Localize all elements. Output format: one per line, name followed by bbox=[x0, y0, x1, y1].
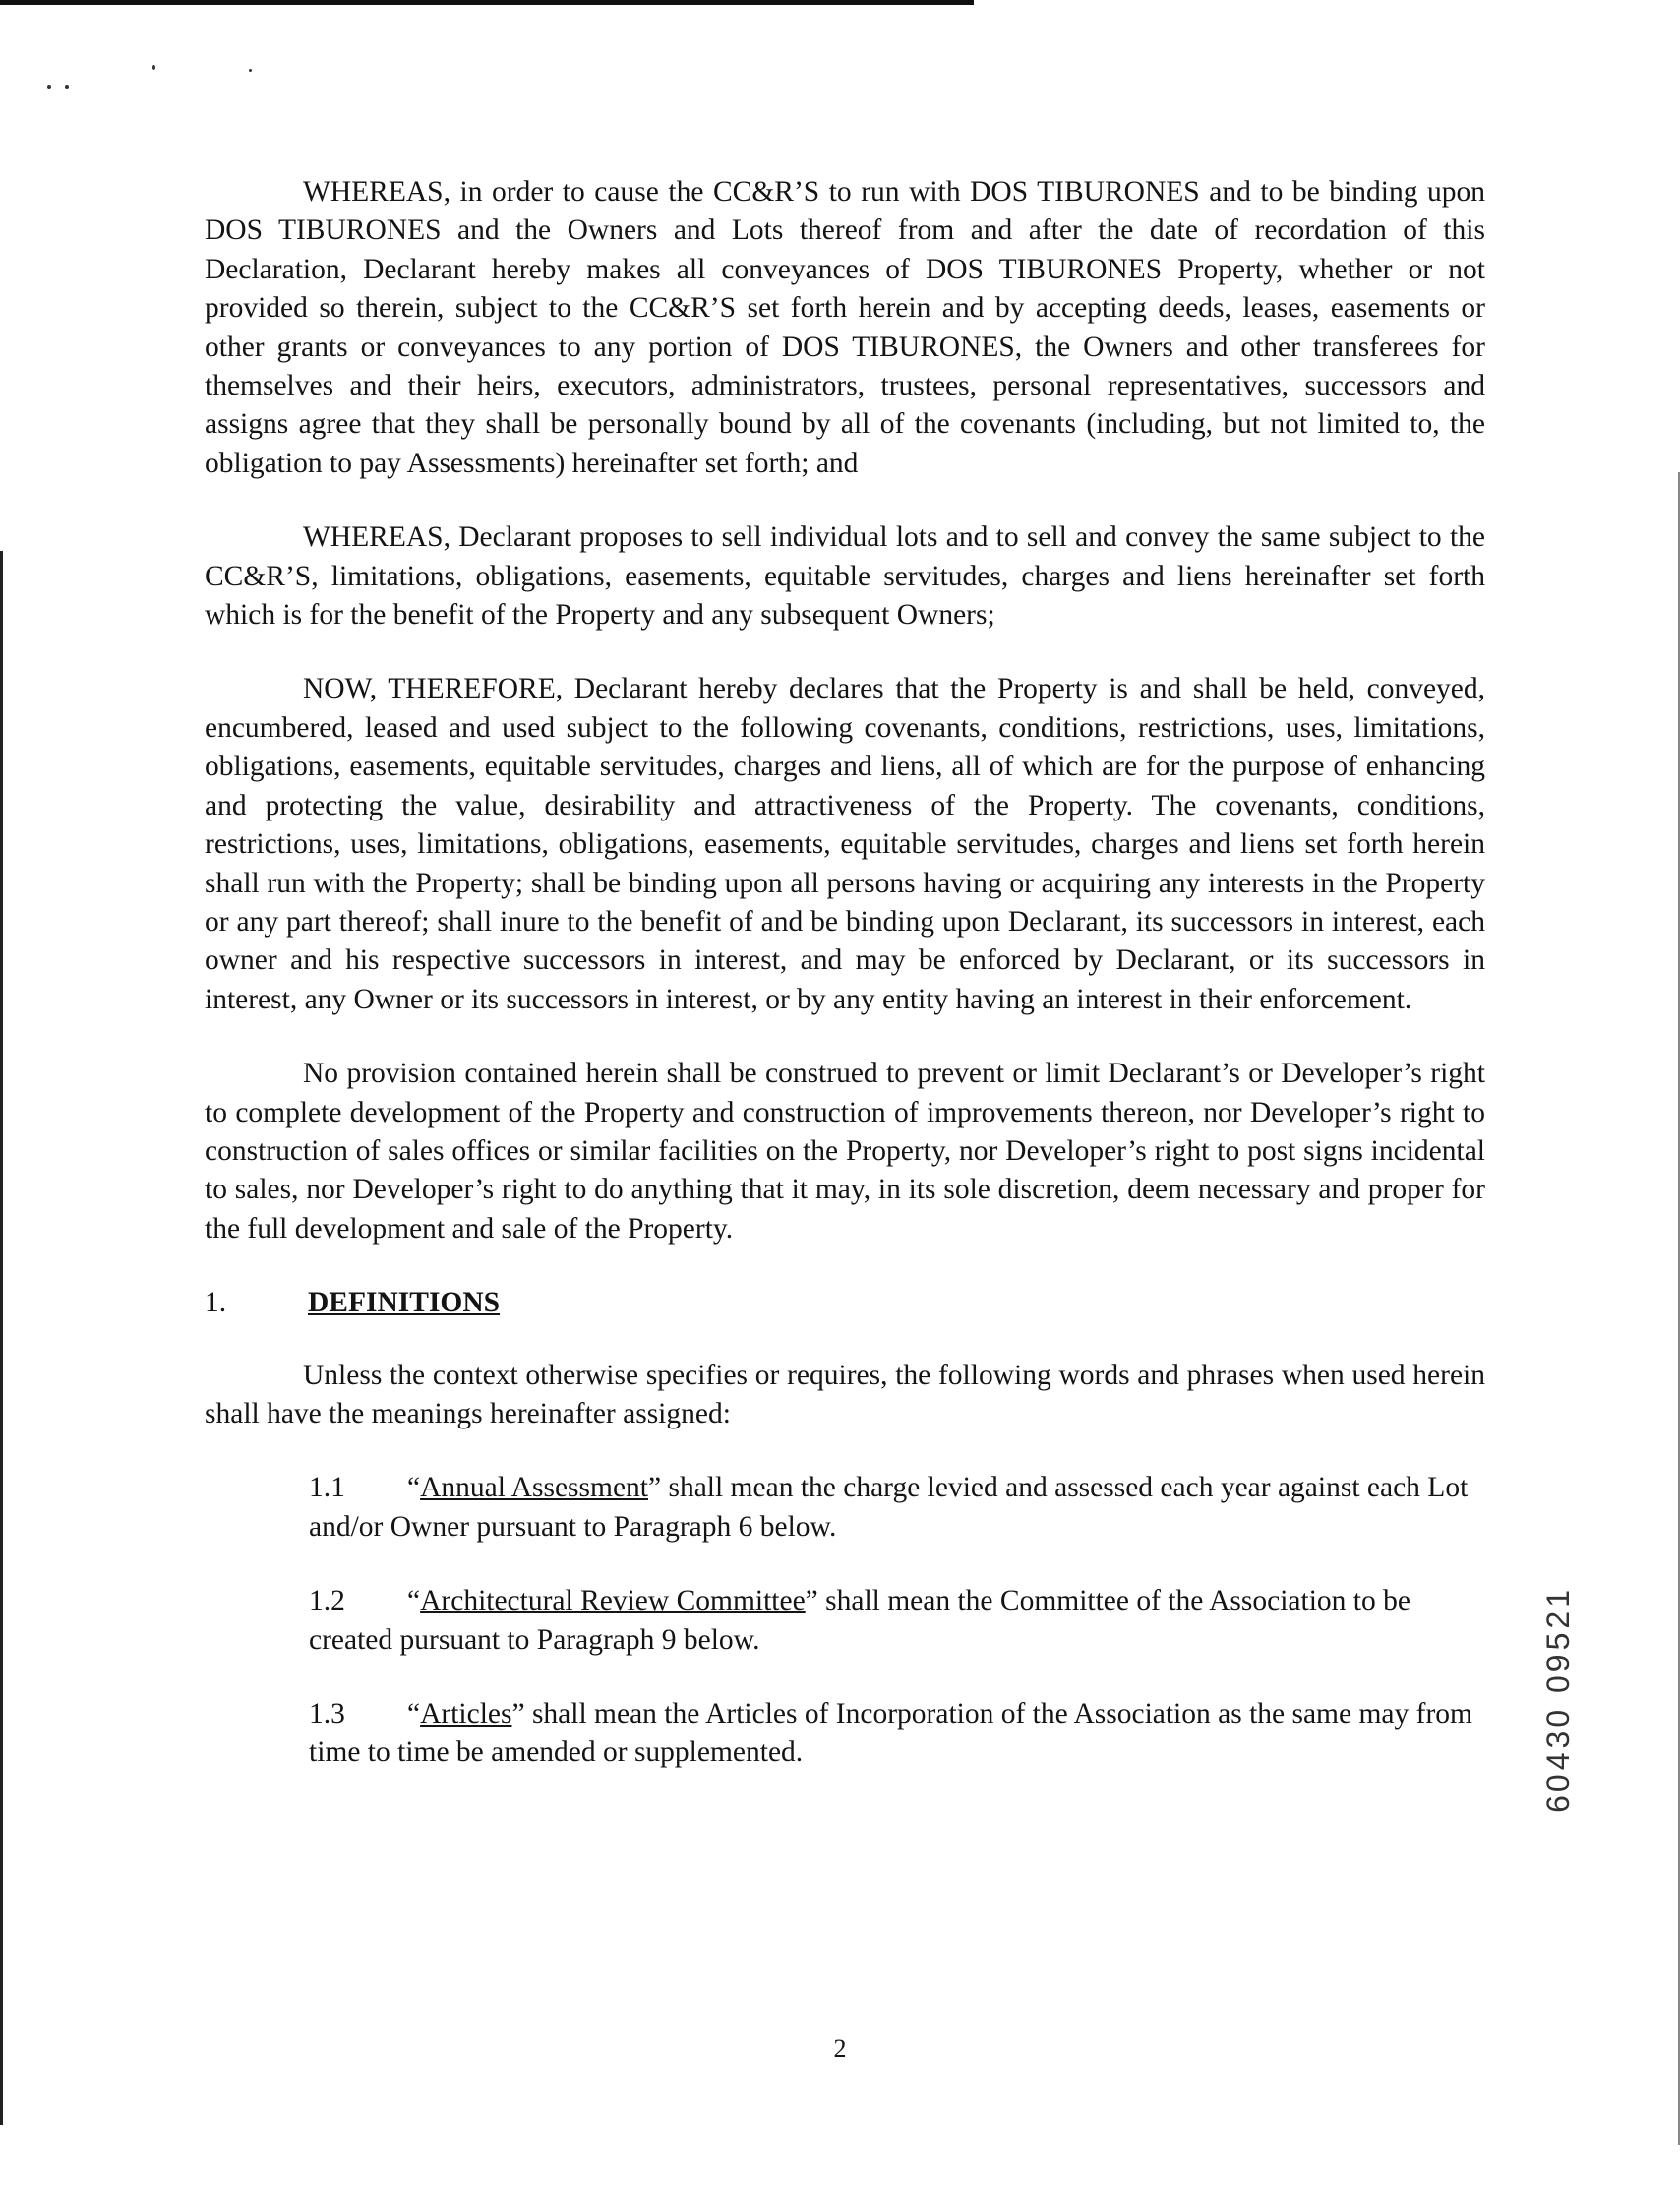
definition-text: ” shall mean the charge levied and assessed each year against each Lot and/or Owner pursuant to Paragraph 6 below. bbox=[309, 1472, 1469, 1543]
scan-speck bbox=[65, 85, 69, 89]
paragraph-whereas-1: WHEREAS, in order to cause the CC&R’S to run with DOS TIBURONES and to be binding upon DOS TIBURONES and the Owners and Lots thereof from and after the date of recordation of this Declaration, Declarant hereby makes all conveyances of DOS TIBURONES Property, whether or not provided so therein, subject to the CC&R’S set forth herein and by accepting deeds, leases, easements or other grants or conveyances to any portion of DOS TIBURONES, the Owners and other transferees for themselves and their heirs, executors, administrators, trustees, personal representatives, successors and assigns agree that they shall be personally bound by all of the covenants (including, but not limited to, the obligation to pay Assessments) hereinafter set forth; and bbox=[205, 176, 1485, 479]
page-number: 2 bbox=[833, 2035, 847, 2063]
definition-term: Articles bbox=[420, 1698, 512, 1730]
definition-open-quote: “ bbox=[407, 1585, 421, 1617]
bates-stamp: 60430 09521 bbox=[1540, 1586, 1576, 1813]
definition-number: 1.1 bbox=[309, 1472, 345, 1504]
paragraph-whereas-2: WHEREAS, Declarant proposes to sell individual lots and to sell and convey the same subject to the CC&R’S, limitations, obligations, easements, equitable servitudes, charges and liens hereinafter set forth which is for the benefit of the Property and any subsequent Owners; bbox=[205, 521, 1485, 632]
scan-speck bbox=[152, 65, 155, 70]
scan-speck bbox=[249, 69, 252, 72]
scan-top-rule bbox=[0, 0, 974, 5]
section-heading bbox=[205, 1284, 1485, 1322]
definition-item bbox=[309, 1695, 1485, 1773]
scan-speck bbox=[47, 85, 51, 89]
definition-number: 1.3 bbox=[309, 1698, 345, 1730]
document-body bbox=[205, 173, 1485, 1808]
definition-text: ” shall mean the Articles of Incorporation of the Association as the same may from time to time be amended or supplemented. bbox=[309, 1698, 1472, 1769]
definition-item bbox=[309, 1582, 1485, 1660]
definition-term: Annual Assessment bbox=[420, 1472, 648, 1504]
section-title: DEFINITIONS bbox=[308, 1287, 501, 1319]
definition-item bbox=[309, 1469, 1485, 1547]
definition-open-quote: “ bbox=[407, 1472, 421, 1504]
section-number: 1. bbox=[205, 1287, 227, 1319]
definition-open-quote: “ bbox=[407, 1698, 421, 1730]
section-intro: Unless the context otherwise specifies or requires, the following words and phrases when used herein shall have the meanings hereinafter assigned: bbox=[205, 1359, 1485, 1429]
paragraph-no-provision: No provision contained herein shall be construed to prevent or limit Declarant’s or Developer’s right to complete development of the Property and construction of improvements thereon, nor Developer’s right to construction of sales offices or similar facilities on the Property, nor Developer’s right to post signs incidental to sales, nor Developer’s right to do anything that it may, in its sole discretion, deem necessary and proper for the full development and sale of the Property. bbox=[205, 1058, 1485, 1245]
scan-left-edge bbox=[0, 551, 3, 2125]
paragraph-now-therefore: NOW, THEREFORE, Declarant hereby declares that the Property is and shall be held, conveyed, encumbered, leased and used subject to the following covenants, conditions, restrictions, uses, limitations, obligations, easements, equitable servitudes, charges and liens, all of which are for the purpose of enhancing and protecting the value, desirability and attractiveness of the Property. The covenants, conditions, restrictions, uses, limitations, obligations, easements, equitable servitudes, charges and liens set forth herein shall run with the Property; shall be binding upon all persons having or acquiring any interests in the Property or any part thereof; shall inure to the benefit of and be binding upon Declarant, its successors in interest, each owner and his respective successors in interest, and may be enforced by Declarant, or its successors in interest, any Owner or its successors in interest, or by any entity having an interest in their enforcement. bbox=[205, 673, 1485, 1015]
definition-term: Architectural Review Committee bbox=[420, 1585, 806, 1617]
definition-number: 1.2 bbox=[309, 1585, 345, 1617]
definition-text: ” shall mean the Committee of the Association to be created pursuant to Paragraph 9 below. bbox=[309, 1585, 1410, 1656]
